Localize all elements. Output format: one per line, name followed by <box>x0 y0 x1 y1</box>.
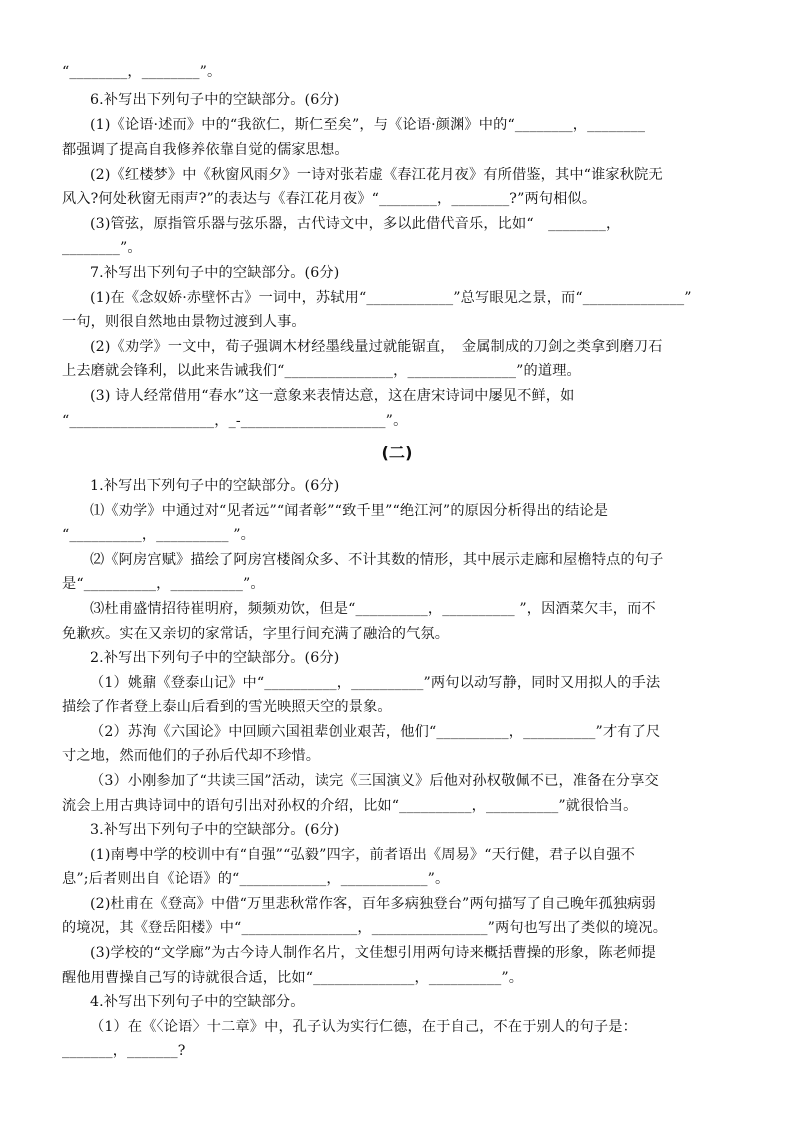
text-line: 寸之地，然而他们的子孙后代却不珍惜。 <box>62 748 321 764</box>
text-line: (2)《红楼梦》中《秋窗风雨夕》一诗对张若虚《春江花月夜》有所借鉴，其中“谁家秋院无 <box>90 167 663 183</box>
text-line: 描绘了作者登上泰山后看到的雪光映照天空的景象。 <box>62 699 392 715</box>
text-line: “____________________，_-____________________”。 <box>62 413 408 429</box>
text-line: “__________，__________ ”。 <box>62 527 256 543</box>
question-title: 1.补写出下列句子中的空缺部分。(6分) <box>90 478 340 494</box>
question-title: 7.补写出下列句子中的空缺部分。(6分) <box>90 265 340 281</box>
text-line: （1）姚鼐《登泰山记》中“__________，__________”两句以动写静，同时又用拟人的手法 <box>90 675 661 691</box>
text-line: (3)学校的“文学廊”为古今诗人制作名片，文佳想引用两句诗来概括曹操的形象，陈老师提 <box>90 945 656 961</box>
text-line: 醒他用曹操自己写的诗就很合适，比如“______________，__________”。 <box>62 970 524 986</box>
text-line: 流会上用古典诗词中的语句引出对孙权的介绍，比如“__________，__________”就很恰当。 <box>62 798 638 814</box>
text-line: (1)《论语·述而》中的“我欲仁，斯仁至矣”，与《论语·颜渊》中的“________，________ <box>90 117 646 133</box>
text-line: （3）小刚参加了“共读三国”活动，读完《三国演义》后他对孙权敬佩不已，准备在分享交 <box>90 773 659 789</box>
question-title: 3.补写出下列句子中的空缺部分。(6分) <box>90 822 340 838</box>
text-line: （1）在《〈论语〉十二章》中，孔子认为实行仁德，在于自己，不在于别人的句子是： <box>90 1019 637 1035</box>
text-line: (2)《劝学》一文中，荀子强调木材经墨线量过就能锯直， 金属制成的刀剑之类拿到磨刀石 <box>90 339 663 355</box>
question-title: 6.补写出下列句子中的空缺部分。(6分) <box>90 92 340 108</box>
text-line: (1)在《念奴娇·赤壁怀古》一词中，苏轼用“____________”总写眼见之景，而“______________” <box>90 290 692 306</box>
text-line: 都强调了提高自我修养依靠自觉的儒家思想。 <box>62 142 349 158</box>
question-title: 4.补写出下列句子中的空缺部分。 <box>90 994 305 1010</box>
text-line: 一句，则很自然地由景物过渡到人事。 <box>62 314 306 330</box>
text-line: ________”。 <box>62 240 142 256</box>
text-line: ⑵《阿房宫赋》描绘了阿房宫楼阁众多、不计其数的情形，其中展示走廊和屋檐特点的句子 <box>90 552 664 568</box>
text-line: 息”;后者则出自《论语》的“____________，____________”。 <box>62 871 450 887</box>
text-line: _______，_______? <box>62 1043 186 1059</box>
text-line: (3) 诗人经常借用“春水”这一意象来表情达意，这在唐宋诗词中屡见不鲜，如 <box>90 388 575 404</box>
text-line: “________，________”。 <box>62 64 222 80</box>
text-line: ⑶杜甫盛情招待崔明府，频频劝饮，但是“__________，__________ ”，因酒菜欠丰，而不 <box>90 601 656 617</box>
text-line: (1)南粤中学的校训中有“自强”“弘毅”四字，前者语出《周易》“天行健，君子以自强不 <box>90 847 636 863</box>
text-line: (3)管弦，原指管乐器与弦乐器，古代诗文中，多以此借代音乐，比如“ ________， <box>90 216 621 232</box>
text-line: (2)杜甫在《登高》中借“万里悲秋常作客，百年多病独登台”两句描写了自己晚年孤独病弱 <box>90 896 656 912</box>
text-line: 上去磨就会锋利，以此来告诫我们“_______________，_______________”的道理。 <box>62 363 581 379</box>
text-line: （2）苏洵《六国论》中回顾六国祖辈创业艰苦，他们“__________，__________”才有了尺 <box>90 724 661 740</box>
question-title: 2.补写出下列句子中的空缺部分。(6分) <box>90 650 340 666</box>
section-heading: (二) <box>381 443 413 462</box>
text-line: ⑴《劝学》中通过对“见者远”“闻者彰”“致千里”“绝江河”的原因分析得出的结论是 <box>90 503 609 519</box>
text-line: 风入?何处秋窗无雨声?”的表达与《春江花月夜》“________，________?”两句相似。 <box>62 191 597 207</box>
text-line: 的境况，其《登岳阳楼》中“________________，________________”两句也写出了类似的境况。 <box>62 920 668 936</box>
text-line: 免歉疚。实在又亲切的家常话，字里行间充满了融洽的气氛。 <box>62 626 450 642</box>
text-line: 是“__________，__________”。 <box>62 576 265 592</box>
